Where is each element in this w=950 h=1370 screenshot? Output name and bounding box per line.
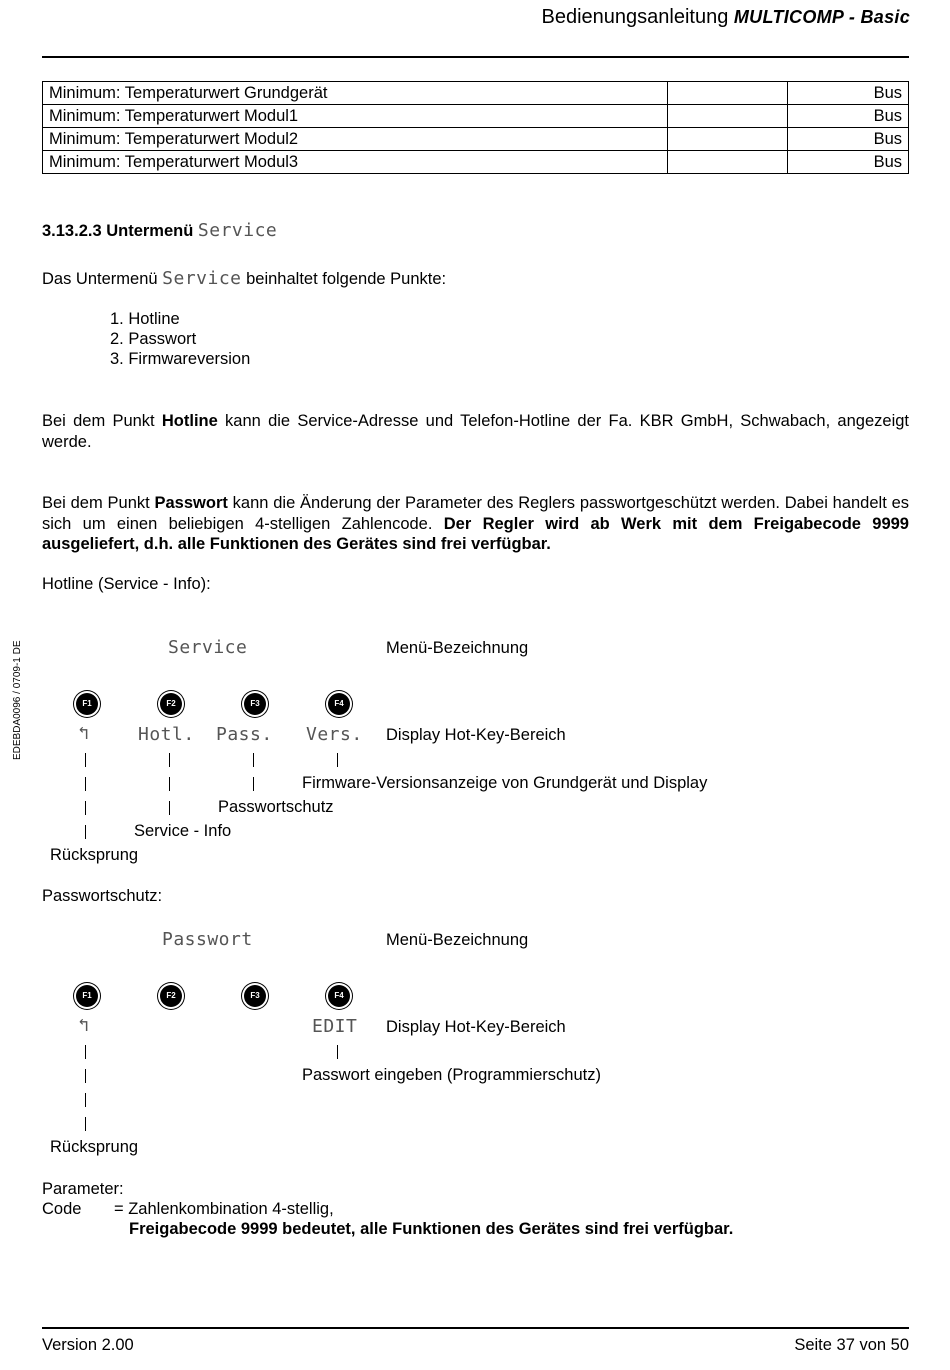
hotkey-edit: EDIT [312,1016,358,1037]
text: kann die Service-Adresse und Telefon-Hotline der Fa. KBR GmbH, Schwabach, angezeigt werde. [42,412,909,451]
text: Bei dem Punkt [42,494,155,512]
list-item: 2. Passwort [110,330,197,348]
table-cell-source: Bus [788,151,909,174]
diagram2-hotkey-desc: Display Hot-Key-Bereich [386,1018,566,1036]
hotline-heading: Hotline (Service - Info): [42,575,211,593]
table-cell-source: Bus [788,128,909,151]
section-lcd-title: Service [197,220,278,241]
back-arrow-icon: ↰ [78,723,90,744]
table-cell-source: Bus [788,82,909,105]
hotkey-version: Vers. [306,724,363,745]
diagram2-title-desc: Menü-Bezeichnung [386,931,529,949]
table-cell-mid [668,128,788,151]
table-cell-mid [668,151,788,174]
table-cell-mid [668,105,788,128]
intro-lcd-text: Service [162,268,242,289]
connector-line [337,1045,338,1059]
passwort-heading: Passwortschutz: [42,887,163,905]
intro-line [42,268,446,289]
connector-line [85,777,86,791]
header-brand: MULTICOMP - Basic [733,7,910,27]
f4-key-icon: F4 [328,693,350,715]
text-bold: Passwort [154,494,228,512]
desc-passwortschutz: Passwortschutz [218,798,334,816]
connector-line [85,753,86,767]
header-rule [42,56,909,58]
code-desc: = Zahlenkombination 4-stellig, [114,1200,334,1218]
back-arrow-icon: ↰ [78,1015,90,1036]
footer-rule [42,1327,909,1329]
f3-key-icon: F3 [244,693,266,715]
hotkey-hotline: Hotl. [138,724,195,745]
connector-line [85,825,86,839]
desc-ruecksprung: Rücksprung [50,846,139,864]
connector-line [85,1045,86,1059]
table-row [43,128,909,151]
table-cell-label: Minimum: Temperaturwert Grundgerät [43,82,668,105]
parameter-heading: Parameter: [42,1180,124,1198]
connector-line [169,777,170,791]
f1-key-icon: F1 [76,985,98,1007]
paragraph-hotline [42,411,909,452]
table-row [43,82,909,105]
f2-key-icon: F2 [160,985,182,1007]
connector-line [253,777,254,791]
paragraph-passwort [42,493,909,555]
code-label: Code [42,1200,82,1218]
table-cell-source: Bus [788,105,909,128]
text: Bei dem Punkt [42,412,162,430]
table-row [43,151,909,174]
f4-key-icon: F4 [328,985,350,1007]
connector-line [85,801,86,815]
table-cell-mid [668,82,788,105]
connector-line [337,753,338,767]
footer-version: Version 2.00 [42,1336,134,1354]
parameter-table [42,81,909,174]
side-document-code: EDEBDA0096 / 0709-1 DE [12,640,23,760]
list-item: 3. Firmwareversion [110,350,251,368]
header-title: Bedienungsanleitung [541,6,729,28]
code-note: Freigabecode 9999 bedeutet, alle Funktionen des Gerätes sind frei verfügbar. [129,1220,734,1238]
connector-line [85,1069,86,1083]
diagram2-lcd-title: Passwort [162,929,253,950]
section-number-title: 3.13.2.3 Untermenü [42,222,194,240]
page-header [542,6,911,29]
connector-line [169,801,170,815]
diagram1-title-desc: Menü-Bezeichnung [386,639,529,657]
desc-version: Firmware-Versionsanzeige von Grundgerät und Display [302,774,708,792]
intro-text-before: Das Untermenü [42,270,158,288]
hotkey-passwort: Pass. [216,724,273,745]
f1-key-icon: F1 [76,693,98,715]
diagram1-hotkey-desc: Display Hot-Key-Bereich [386,726,566,744]
connector-line [253,753,254,767]
footer-page-number: Seite 37 von 50 [794,1336,909,1354]
f3-key-icon: F3 [244,985,266,1007]
f2-key-icon: F2 [160,693,182,715]
connector-line [85,1093,86,1107]
desc-passwort-eingeben: Passwort eingeben (Programmierschutz) [302,1066,601,1084]
connector-line [85,1117,86,1131]
text: kann die Änderung der Parameter des Reglers passwortgeschützt werden. Dabei handelt es sich um einen beliebigen 4-stelligen Zahlencode. [42,494,909,533]
table-cell-label: Minimum: Temperaturwert Modul3 [43,151,668,174]
section-heading [42,220,277,241]
intro-text-after: beinhaltet folgende Punkte: [246,270,447,288]
list-item: 1. Hotline [110,310,180,328]
connector-line [169,753,170,767]
desc-ruecksprung: Rücksprung [50,1138,139,1156]
text-bold: Hotline [161,412,218,430]
table-cell-label: Minimum: Temperaturwert Modul1 [43,105,668,128]
table-row [43,105,909,128]
desc-service-info: Service - Info [134,822,232,840]
diagram1-lcd-title: Service [168,637,248,658]
text-bold: Der Regler wird ab Werk mit dem Freigabecode 9999 ausgeliefert, d.h. alle Funktionen des Gerätes sind frei verfügbar. [42,514,909,553]
table-cell-label: Minimum: Temperaturwert Modul2 [43,128,668,151]
